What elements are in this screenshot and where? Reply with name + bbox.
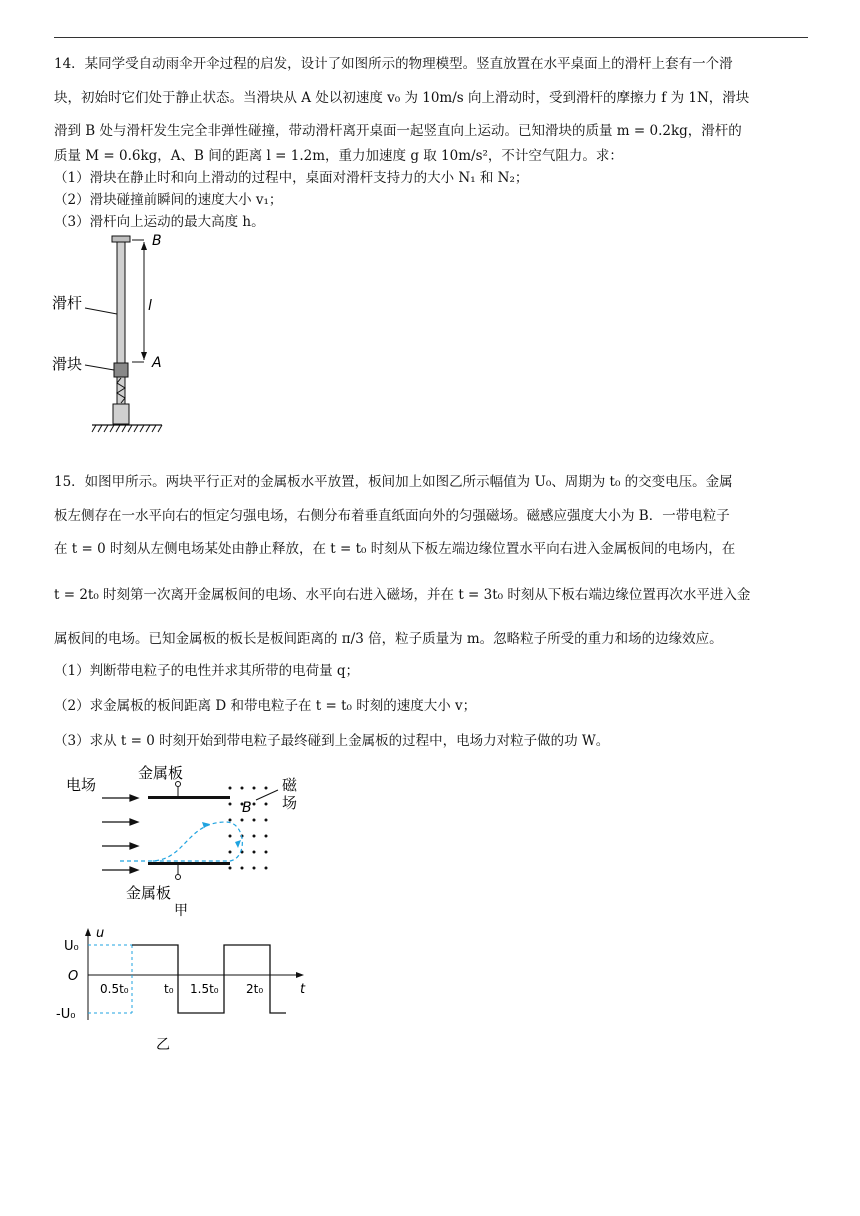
- axis-t-label: t: [300, 982, 306, 997]
- q15-figure-a: [60, 760, 320, 920]
- q15-line-5: 属板间的电场。已知金属板的板长是板间距离的 π/3 倍，粒子质量为 m。忽略粒子所受的重力和场的边缘效应。: [54, 631, 723, 647]
- q14-line-2: 块，初始时它们处于静止状态。当滑块从 A 处以初速度 v₀ 为 10m/s 向上滑动时，受到滑杆的摩擦力 f 为 1N，滑块: [54, 90, 750, 106]
- tick-0-5t0: 0.5t₀: [100, 982, 129, 996]
- square-wave: [132, 945, 286, 1013]
- q15-figure-b: [50, 925, 320, 1060]
- label-field: 电场: [66, 776, 97, 794]
- header-rule: [54, 37, 808, 38]
- q15-line-7: （2）求金属板的板间距离 D 和带电粒子在 t = t₀ 时刻的速度大小 v；: [54, 698, 477, 714]
- q14-line-6: （2）滑块碰撞前瞬间的速度大小 v₁；: [54, 192, 283, 208]
- q14-figure: [40, 228, 240, 438]
- q14-line-4: 质量 M = 0.6kg，A、B 间的距离 l = 1.2m，重力加速度 g 取 10m/s²，不计空气阻力。求：: [54, 148, 623, 164]
- tick-t0: t₀: [164, 982, 174, 996]
- q15-line-1: 15．如图甲所示。两块平行正对的金属板水平放置，板间加上如图乙所示幅值为 U₀、周期为 t₀ 的交变电压。金属: [54, 474, 733, 490]
- q14-line-1: 14．某同学受自动雨伞开伞过程的启发，设计了如图所示的物理模型。竖直放置在水平桌面上的滑杆上套有一个滑: [54, 56, 733, 72]
- particle-path: [120, 822, 242, 861]
- sliding-block: [114, 363, 128, 377]
- tick-2t0: 2t₀: [246, 982, 264, 996]
- sliding-rod: [117, 242, 125, 404]
- magnetic-field-dots: [229, 787, 268, 870]
- label-l: l: [148, 298, 152, 314]
- label-rod: 滑杆: [52, 294, 83, 312]
- neg-u0-label: -U₀: [56, 1007, 76, 1022]
- q15-line-8: （3）求从 t = 0 时刻开始到带电粒子最终碰到上金属板的过程中，电场力对粒子做的功 W。: [54, 733, 610, 749]
- q15-line-6: （1）判断带电粒子的电性并求其所带的电荷量 q；: [54, 663, 360, 679]
- u0-label: U₀: [64, 939, 79, 954]
- caption-yi: 乙: [156, 1037, 170, 1053]
- label-b: B: [152, 233, 162, 249]
- caption-jia: 甲: [174, 903, 188, 919]
- bottom-plate: [148, 862, 230, 865]
- q14-line-5: （1）滑块在静止时和向上滑动的过程中，桌面对滑杆支持力的大小 N₁ 和 N₂；: [54, 170, 529, 186]
- q14-line-7: （3）滑杆向上运动的最大高度 h。: [54, 214, 265, 230]
- label-b-field: B: [242, 800, 252, 816]
- origin-label: O: [68, 969, 79, 984]
- rod-cap: [112, 236, 130, 242]
- q15-line-2: 板左侧存在一水平向右的恒定匀强电场，右侧分布着垂直纸面向外的匀强磁场。磁感应强度大小为 B．一带电粒子: [54, 508, 730, 524]
- q15-line-3: 在 t = 0 时刻从左侧电场某处由静止释放，在 t = t₀ 时刻从下板左端边缘位置水平向右进入金属板间的电场内，在: [54, 541, 736, 557]
- top-plate: [148, 796, 230, 799]
- label-plate-bottom: 金属板: [126, 884, 172, 902]
- q15-line-4: t = 2t₀ 时刻第一次离开金属板间的电场、水平向右进入磁场，并在 t = 3t₀ 时刻从下板右端边缘位置再次水平进入金: [54, 587, 751, 603]
- label-block: 滑块: [52, 355, 83, 373]
- rod-base: [113, 404, 129, 424]
- axis-u-label: u: [96, 926, 105, 941]
- label-plate-top: 金属板: [138, 764, 184, 782]
- label-magnet-1: 磁: [282, 776, 298, 794]
- label-magnet-2: 场: [282, 794, 298, 812]
- label-a: A: [152, 355, 162, 371]
- tick-1-5t0: 1.5t₀: [190, 982, 219, 996]
- q14-line-3: 滑到 B 处与滑杆发生完全非弹性碰撞，带动滑杆离开桌面一起竖直向上运动。已知滑块的质量 m = 0.2kg，滑杆的: [54, 123, 742, 139]
